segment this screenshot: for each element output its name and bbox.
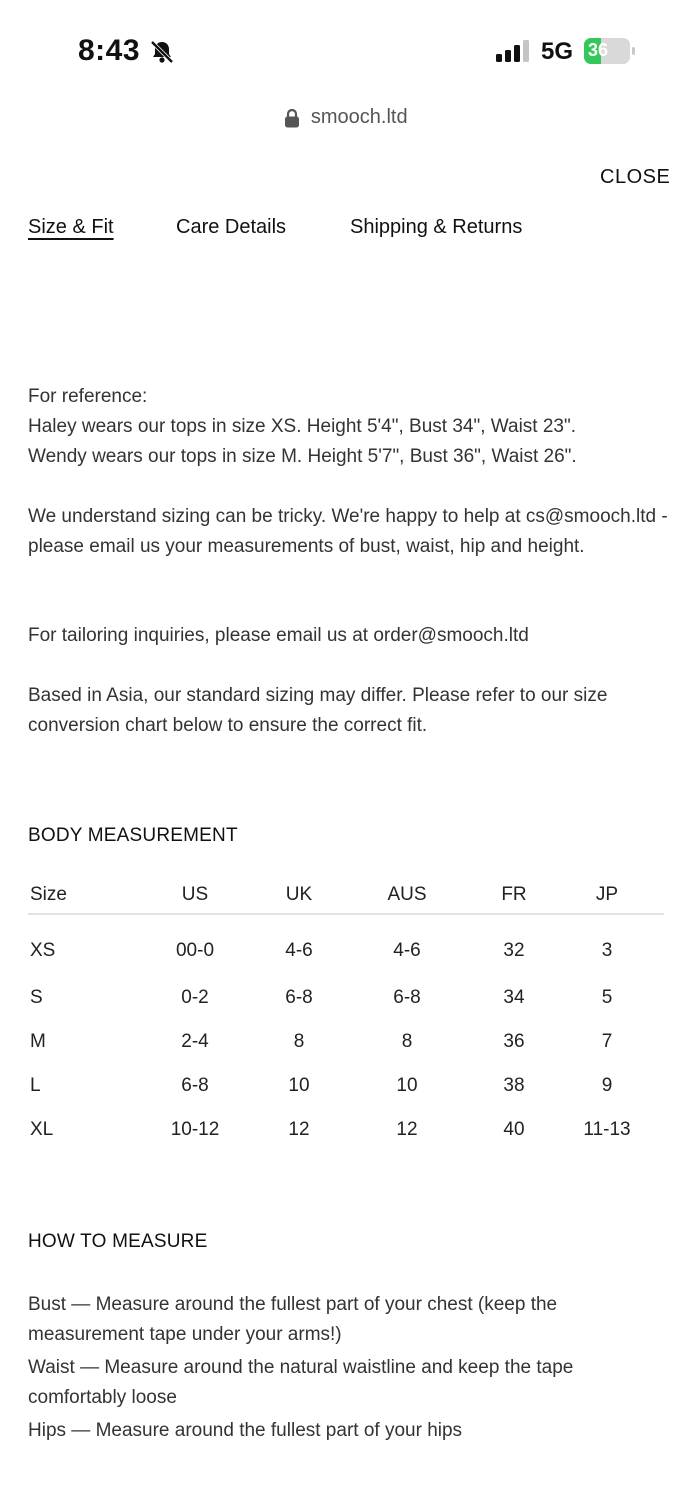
column-header-jp: JP	[550, 878, 664, 914]
status-time: 8:43	[78, 34, 141, 67]
table-cell: 4-6	[285, 939, 313, 961]
table-cell: 12	[396, 1119, 418, 1140]
table-cell: 38	[503, 1075, 525, 1096]
table-cell: 10	[288, 1075, 310, 1096]
table-cell: 7	[601, 1031, 613, 1052]
table-cell: 8	[293, 1031, 305, 1052]
table-cell: L	[30, 1075, 41, 1096]
table-header-row	[28, 878, 664, 914]
network-label: 5G	[541, 38, 574, 65]
help-text: We understand sizing can be tricky. We're happy to help at cs@smooch.ltd - please email us your measurements of bust, waist, hip and height.	[28, 506, 668, 557]
measure-item-hips: Hips — Measure around the fullest part of your hips	[28, 1420, 463, 1441]
table-cell: 00-0	[175, 939, 215, 961]
table-cell: 9	[601, 1075, 613, 1096]
size-chart-table	[28, 878, 664, 1152]
table-cell: 6-8	[393, 987, 421, 1008]
table-row	[28, 1020, 664, 1064]
tab-care-details[interactable]: Care Details	[176, 216, 287, 238]
table-row	[28, 914, 664, 976]
table-cell: 10-12	[170, 1119, 220, 1140]
table-cell: M	[30, 1031, 46, 1052]
table-cell: 6-8	[181, 1075, 209, 1096]
table-cell: 3	[601, 939, 613, 961]
table-cell: 6-8	[285, 987, 313, 1008]
reference-line: Wendy wears our tops in size M. Height 5'7", Bust 36", Waist 26".	[28, 446, 577, 467]
bell-slash-icon	[148, 38, 176, 66]
tailoring-text: For tailoring inquiries, please email us at order@smooch.ltd	[28, 625, 529, 646]
body-measurement-title: BODY MEASUREMENT	[28, 825, 238, 846]
table-cell: 4-6	[393, 939, 421, 961]
table-cell: 5	[601, 987, 613, 1008]
reference-title: For reference:	[28, 386, 148, 407]
how-to-measure-title: HOW TO MEASURE	[28, 1231, 208, 1252]
table-cell: 8	[401, 1031, 413, 1052]
column-header-fr: FR	[478, 878, 550, 914]
table-row	[28, 1064, 664, 1108]
table-cell: S	[30, 987, 43, 1008]
reference-line: Haley wears our tops in size XS. Height 5'4", Bust 34", Waist 23".	[28, 416, 577, 437]
table-cell: 0-2	[181, 987, 209, 1008]
measure-item-bust: Bust — Measure around the fullest part of your chest (keep the measurement tape under your arms!)	[28, 1294, 558, 1345]
table-cell: 10	[396, 1075, 418, 1096]
column-header-us: US	[128, 878, 262, 914]
table-cell: 12	[288, 1119, 310, 1140]
table-row	[28, 976, 664, 1020]
lock-icon	[284, 108, 300, 128]
table-cell: 34	[503, 987, 525, 1008]
close-button[interactable]: CLOSE	[600, 166, 671, 188]
asia-sizing-text: Based in Asia, our standard sizing may differ. Please refer to our size conversion chart below to ensure the correct fit.	[28, 685, 608, 736]
url-bar[interactable]	[0, 106, 692, 138]
table-cell: XL	[30, 1119, 54, 1140]
tab-shipping-returns[interactable]: Shipping & Returns	[350, 216, 523, 238]
tab-size-fit[interactable]: Size & Fit	[28, 216, 114, 238]
table-cell: 11-13	[583, 1119, 631, 1140]
battery-icon	[584, 38, 636, 64]
measure-item-waist: Waist — Measure around the natural waistline and keep the tape comfortably loose	[28, 1357, 574, 1408]
column-header-aus: AUS	[336, 878, 478, 914]
table-cell: 40	[503, 1119, 525, 1140]
table-cell: 2-4	[181, 1031, 209, 1052]
column-header-uk: UK	[262, 878, 336, 914]
table-cell: XS	[30, 939, 56, 961]
table-row	[28, 1108, 664, 1152]
url-text: smooch.ltd	[310, 106, 408, 128]
battery-percent: 36	[588, 40, 609, 60]
reference-block	[28, 382, 668, 472]
table-cell: 36	[503, 1031, 525, 1052]
table-cell: 32	[503, 939, 525, 961]
column-header-size: Size	[28, 878, 128, 914]
signal-icon	[496, 40, 532, 62]
status-bar	[0, 0, 692, 100]
